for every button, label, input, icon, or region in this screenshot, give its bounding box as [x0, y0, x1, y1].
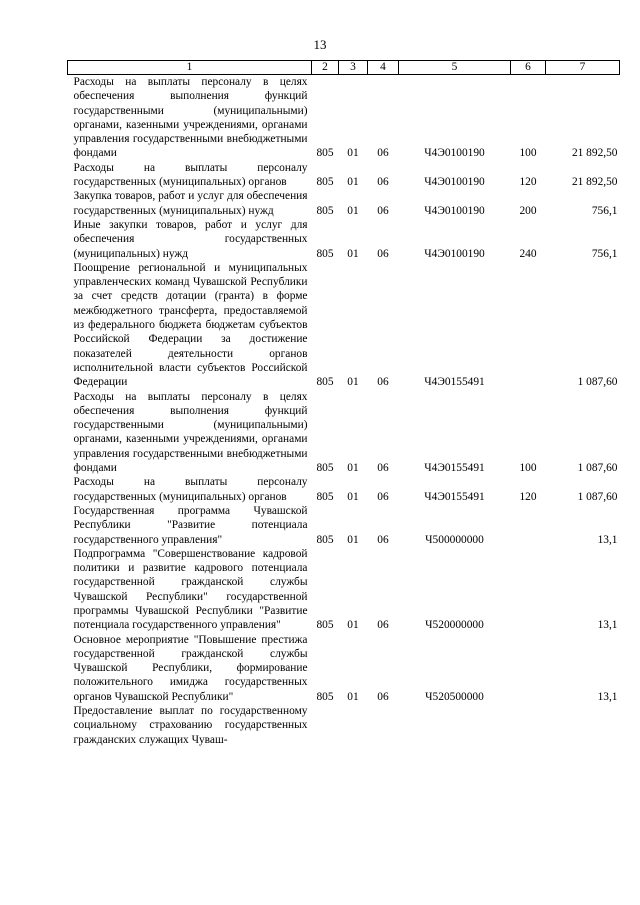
header-col-6: 6	[511, 61, 546, 75]
row-subsection: 06	[377, 619, 389, 632]
row-expense-type: 100	[519, 147, 537, 160]
row-expense-type: 200	[519, 204, 537, 217]
row-ministry-code: 805	[316, 533, 334, 546]
table-row	[68, 475, 620, 504]
row-amount: 21 892,50	[571, 147, 618, 160]
row-name: Расходы на выплаты персоналу в целях обеспечения выполнения функций государственными (муниципальными) органами, казенными учреждениями, органами управления государственными внебюджетными фондами	[73, 390, 308, 475]
budget-table	[67, 60, 620, 747]
row-amount: 756,1	[591, 204, 618, 217]
row-target-article	[399, 704, 511, 747]
row-expense-type	[511, 547, 546, 633]
row-expense-type	[511, 704, 546, 747]
table-row	[68, 633, 620, 704]
row-name: Закупка товаров, работ и услуг для обеспечения государственных (муниципальных) нужд	[73, 190, 308, 217]
row-name: Расходы на выплаты персоналу в целях обеспечения выполнения функций государственными (муниципальными) органами, казенными учреждениями, органами управления государственными внебюджетными фондами	[73, 76, 308, 160]
row-name: Основное мероприятие "Повышение престижа государственной гражданской службы Чувашской Республики, формирование положительного имиджа государственных органов Чувашской Республики"	[73, 633, 308, 703]
row-name: Государственная программа Чувашской Республики "Развитие потенциала государственного управления"	[73, 504, 308, 546]
row-expense-type: 240	[519, 247, 537, 260]
row-name: Расходы на выплаты персоналу государственных (муниципальных) органов	[73, 161, 308, 189]
row-section: 01	[347, 533, 359, 546]
table-row	[68, 161, 620, 190]
row-section: 01	[347, 204, 359, 217]
row-section: 01	[347, 619, 359, 632]
table-row	[68, 261, 620, 390]
row-section: 01	[347, 690, 359, 703]
table-row	[68, 189, 620, 218]
row-expense-type	[511, 633, 546, 704]
row-amount: 21 892,50	[571, 176, 618, 189]
row-ministry-code: 805	[316, 147, 334, 160]
row-subsection: 06	[377, 147, 389, 160]
row-section: 01	[347, 490, 359, 503]
row-target-article: Ч4Э0100190	[424, 147, 485, 160]
row-target-article: Ч4Э0100190	[424, 204, 485, 217]
table-row	[68, 218, 620, 261]
row-section: 01	[347, 176, 359, 189]
header-col-2: 2	[312, 61, 339, 75]
row-name: Иные закупки товаров, работ и услуг для обеспечения государственных (муниципальных) нужд	[73, 218, 308, 260]
row-section: 01	[347, 376, 359, 389]
row-name: Предоставление выплат по государственному социальному страхованию государственных гражданских служащих Чуваш-	[73, 705, 308, 746]
row-amount: 1 087,60	[577, 376, 618, 389]
row-subsection: 06	[377, 690, 389, 703]
row-ministry-code: 805	[316, 490, 334, 503]
row-ministry-code: 805	[316, 204, 334, 217]
row-ministry-code: 805	[316, 690, 334, 703]
row-section: 01	[347, 147, 359, 160]
row-ministry-code: 805	[316, 462, 334, 475]
table-row	[68, 704, 620, 747]
row-target-article: Ч500000000	[425, 533, 484, 546]
row-section: 01	[347, 462, 359, 475]
row-amount: 13,1	[597, 533, 618, 546]
row-amount	[546, 704, 620, 747]
table-header-row	[68, 61, 620, 75]
row-expense-type: 120	[519, 176, 537, 189]
row-subsection: 06	[377, 376, 389, 389]
row-target-article: Ч4Э0100190	[424, 247, 485, 260]
row-target-article: Ч4Э0155491	[424, 490, 485, 503]
row-name: Расходы на выплаты персоналу государственных (муниципальных) органов	[73, 476, 308, 503]
row-subsection: 06	[377, 490, 389, 503]
table-row	[68, 504, 620, 547]
row-subsection: 06	[377, 462, 389, 475]
row-amount: 13,1	[597, 690, 618, 703]
row-subsection: 06	[377, 533, 389, 546]
row-name: Поощрение региональной и муниципальных управленческих команд Чувашской Республики за счет средств дотации (гранта) в форме межбюджетного трансферта, предоставляемой из федерального бюджета бюджетам субъектов Российской Федерации за достижение показателей деятельности органов исполнительной власти субъектов Российской Федерации	[73, 261, 308, 389]
row-name: Подпрограмма "Совершенствование кадровой политики и развитие кадрового потенциала государственной гражданской службы Чувашской Республики" государственной программы Чувашской Республики "Развитие потенциала государственного управления"	[73, 547, 308, 632]
row-amount: 1 087,60	[577, 490, 618, 503]
page-number: 13	[313, 37, 327, 52]
row-target-article: Ч4Э0100190	[424, 176, 485, 189]
row-amount: 13,1	[597, 619, 618, 632]
row-target-article: Ч520500000	[425, 690, 484, 703]
row-subsection	[368, 704, 399, 747]
row-subsection: 06	[377, 204, 389, 217]
header-col-4: 4	[368, 61, 399, 75]
row-section	[339, 704, 368, 747]
row-ministry-code: 805	[316, 619, 334, 632]
row-amount: 756,1	[591, 247, 618, 260]
row-ministry-code: 805	[316, 176, 334, 189]
row-expense-type	[511, 504, 546, 547]
row-ministry-code	[312, 704, 339, 747]
row-target-article: Ч520000000	[425, 619, 484, 632]
table-row	[68, 75, 620, 161]
row-ministry-code: 805	[316, 247, 334, 260]
row-target-article: Ч4Э0155491	[424, 376, 485, 389]
header-col-7: 7	[546, 61, 620, 75]
row-expense-type: 120	[519, 490, 537, 503]
table-row	[68, 547, 620, 633]
row-expense-type: 100	[519, 462, 537, 475]
row-target-article: Ч4Э0155491	[424, 462, 485, 475]
row-ministry-code: 805	[316, 376, 334, 389]
header-col-1: 1	[68, 61, 312, 75]
row-expense-type	[511, 261, 546, 390]
header-col-3: 3	[339, 61, 368, 75]
row-subsection: 06	[377, 247, 389, 260]
header-col-5: 5	[399, 61, 511, 75]
table-row	[68, 390, 620, 476]
row-subsection: 06	[377, 176, 389, 189]
row-section: 01	[347, 247, 359, 260]
row-amount: 1 087,60	[577, 462, 618, 475]
